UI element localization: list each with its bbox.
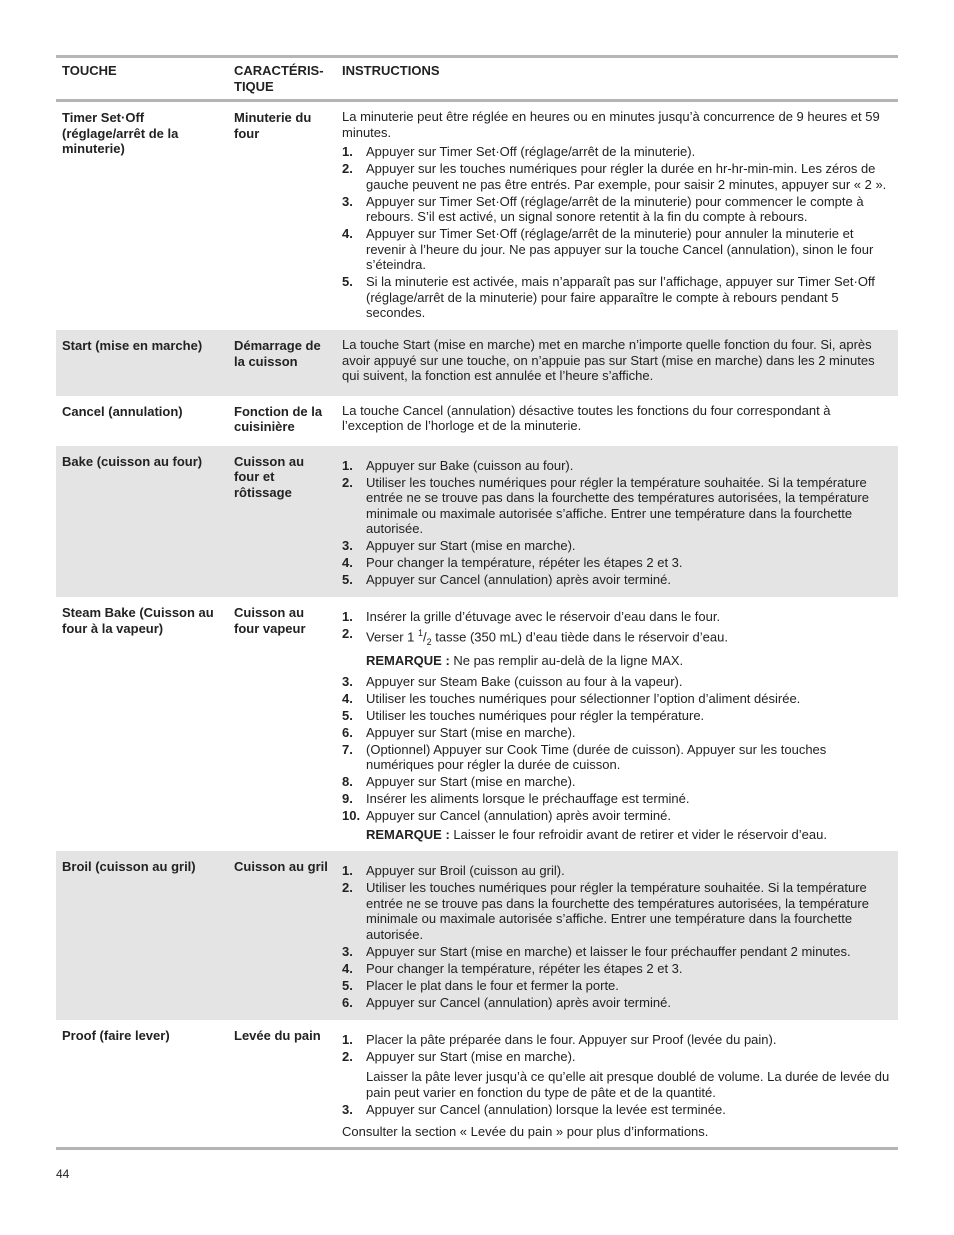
row-instructions [336, 851, 898, 1020]
row-key: Bake (cuisson au four) [62, 453, 203, 469]
see-also-text: Consulter la section « Levée du pain » pour plus d’informations. [342, 1123, 709, 1139]
list-item: 1. Appuyer sur Bake (cuisson au four). [342, 457, 574, 473]
list-item: 1. Appuyer sur Timer Set·Off (réglage/arrêt de la minuterie). [342, 144, 696, 159]
table-row-steam-bake [56, 597, 898, 851]
row-feature: Démarrage de la cuisson [234, 338, 321, 369]
list-item: 2. Utiliser les touches numériques pour régler la température souhaitée. Si la température entrée ne se trouve pas dans la fourchette des températures autorisées, la température minimale ou maximale autorisée s’affiche. Entrer une température dans la fourchette autorisée. [342, 880, 869, 942]
list-item: 3. Appuyer sur Timer Set·Off (réglage/arrêt de la minuterie) pour commencer le compte à rebours. S’il est activé, un signal sonore retentit à la fin du compte à rebours. [342, 193, 864, 224]
table-row-broil [56, 851, 898, 1020]
row-feature: Cuisson au four vapeur [234, 605, 306, 636]
list-item: 5. Placer le plat dans le four et fermer la porte. [342, 977, 619, 993]
list-item: 7. (Optionnel) Appuyer sur Cook Time (durée de cuisson). Appuyer sur les touches numériques pour régler la durée de cuisson. [342, 741, 827, 773]
note-text: REMARQUE : Laisser le four refroidir avant de retirer et vider le réservoir d’eau. [366, 826, 827, 842]
header-instructions: INSTRUCTIONS [342, 63, 440, 78]
list-item: 2. Utiliser les touches numériques pour régler la température souhaitée. Si la température entrée ne se trouve pas dans la fourchette des températures autorisées, la température minimale ou maximale autorisée s’affiche. Entrer une température dans la fourchette autorisée. [342, 474, 869, 536]
header-touche: TOUCHE [62, 63, 117, 78]
functions-table [56, 55, 898, 1150]
row-feature: Cuisson au gril [234, 859, 328, 875]
list-item: 1. Placer la pâte préparée dans le four. Appuyer sur Proof (levée du pain). [342, 1031, 777, 1047]
table-row-cancel [56, 396, 898, 446]
row-instructions [336, 396, 898, 446]
row-key: Cancel (annulation) [62, 403, 183, 419]
list-item: 4. Pour changer la température, répéter les étapes 2 et 3. [342, 960, 683, 976]
intro-text: La minuterie peut être réglée en heures ou en minutes jusqu’à concurrence de 9 heures et 59 minutes. [342, 109, 880, 140]
row-feature: Fonction de la cuisinière [234, 403, 323, 434]
row-feature: Levée du pain [234, 1027, 321, 1043]
table-row-start [56, 330, 898, 396]
row-instructions [336, 1020, 898, 1148]
row-feature: Cuisson au four et rôtissage [234, 453, 305, 500]
row-key: Broil (cuisson au gril) [62, 859, 196, 875]
note-text: REMARQUE : Ne pas remplir au-delà de la ligne MAX. [366, 653, 684, 669]
list-item: 10. Appuyer sur Cancel (annulation) après avoir terminé. [342, 808, 671, 824]
list-item: 2. Verser 1 $^1/_2$ tasse (350 mL) d’eau tiède dans le réservoir d’eau. [342, 626, 728, 647]
list-item: 4. Appuyer sur Timer Set·Off (réglage/arrêt de la minuterie) pour annuler la minuterie et revenir à l’heure du jour. Ne pas appuyer sur la touche Cancel (annulation), sinon le four s’éteindra. [342, 226, 874, 272]
list-item: 2. Appuyer sur Start (mise en marche). [342, 1048, 576, 1064]
list-item: 8. Appuyer sur Start (mise en marche). [342, 774, 576, 790]
list-item: 3. Appuyer sur Cancel (annulation) lorsque la levée est terminée. [342, 1102, 726, 1118]
list-item: 4. Utiliser les touches numériques pour sélectionner l’option d’aliment désirée. [342, 690, 801, 706]
note-text: Laisser la pâte lever jusqu’à ce qu’elle ait presque doublé de volume. La durée de levée du pain peut varier en fonction du type de pâte et de la quantité. [366, 1069, 890, 1100]
row-key: Timer Set·Off (réglage/arrêt de la minuterie) [62, 110, 179, 156]
list-item: 5. Utiliser les touches numériques pour régler la température. [342, 707, 705, 723]
list-item: 3. Appuyer sur Start (mise en marche). [342, 538, 576, 553]
page-number: 44 [56, 1167, 70, 1181]
table-row-proof [56, 1020, 898, 1148]
list-item: 3. Appuyer sur Start (mise en marche) et laisser le four préchauffer pendant 2 minutes. [342, 943, 851, 959]
list-item: 3. Appuyer sur Steam Bake (cuisson au four à la vapeur). [342, 673, 683, 689]
row-instructions [336, 446, 898, 598]
list-item: 5. Si la minuterie est activée, mais n’apparaît pas sur l’affichage, appuyer sur Timer Set·Off (réglage/arrêt de la minuterie) pour faire apparaître le compte à rebours pendant 5 secondes. [342, 274, 875, 320]
row-key: Start (mise en marche) [62, 338, 203, 353]
list-item: 6. Appuyer sur Start (mise en marche). [342, 724, 576, 740]
row-key: Proof (faire lever) [62, 1027, 170, 1043]
list-item: 9. Insérer les aliments lorsque le préchauffage est terminé. [342, 791, 690, 807]
table-row-timer [56, 102, 898, 330]
list-item: 2. Appuyer sur les touches numériques pour régler la durée en hr-hr-min-min. Les zéros de gauche peuvent ne pas être entrés. Par exemple, pour saisir 2 minutes, appuyer sur « 2 ». [342, 161, 887, 192]
list-item: 4. Pour changer la température, répéter les étapes 2 et 3. [342, 555, 683, 570]
row-instructions [336, 102, 898, 330]
row-feature: Minuterie du four [234, 110, 312, 141]
row-instructions [336, 330, 898, 396]
row-instructions [336, 597, 898, 851]
header-caracteristique: CARACTÉRIS- TIQUE [234, 63, 324, 94]
intro-text: La touche Cancel (annulation) désactive toutes les fonctions du four correspondant à l’exception de l’horloge et de la minuterie. [342, 402, 831, 433]
list-item: 1. Appuyer sur Broil (cuisson au gril). [342, 863, 565, 879]
intro-text: La touche Start (mise en marche) met en marche n’importe quelle fonction du four. Si, après avoir appuyé sur une touche, on n’appuie pas sur Start (mise en marche) dans les 2 minutes qui suivent, la fonction est annulée et l’heure s’affiche. [342, 337, 875, 383]
list-item: 5. Appuyer sur Cancel (annulation) après avoir terminé. [342, 572, 671, 587]
row-key: Steam Bake (Cuisson au four à la vapeur) [62, 605, 214, 636]
list-item: 1. Insérer la grille d’étuvage avec le réservoir d’eau dans le four. [342, 609, 721, 624]
table-row-bake [56, 446, 898, 598]
list-item: 6. Appuyer sur Cancel (annulation) après avoir terminé. [342, 994, 671, 1010]
table-header [56, 58, 898, 102]
